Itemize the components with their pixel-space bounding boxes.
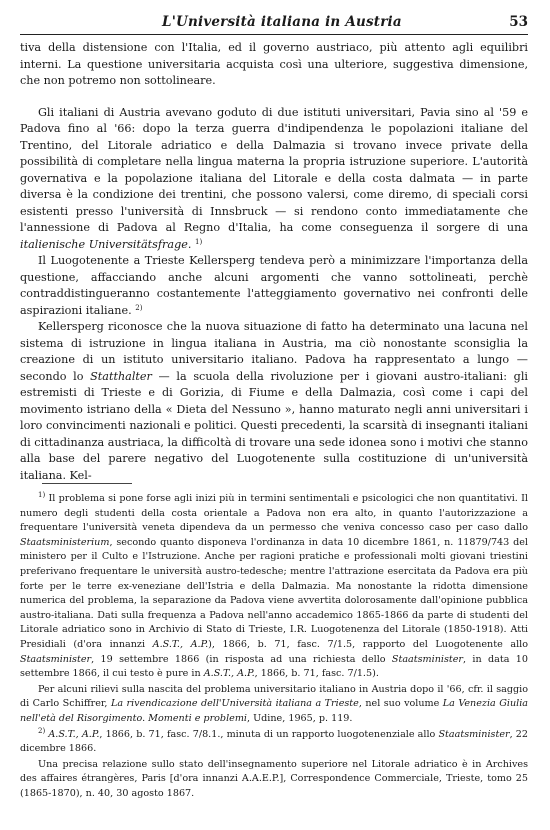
footnote-ref-2: 2): [135, 303, 143, 312]
footnote-1-continued: Per alcuni rilievi sulla nascita del problema universitario italiano in Austria dopo il '66, cfr. il saggio di Carlo Schiffrer, La rivendicazione dell'Università italiana a Trieste, nel suo volume La Venezia Giulia nell'età del Risorgimento. Momenti e problemi, Udine, 1965, p. 119.: [20, 683, 528, 724]
paragraph-2-italic: italienische Universitätsfrage.: [20, 237, 192, 251]
page-number: 53: [509, 14, 528, 30]
footnote-2-continued: Una precisa relazione sullo stato dell'insegnamento superiore nel Litorale adriatico è in Archives des affaires étrangères, Paris [d'ora innanzi A.A.E.P.], Correspondence Commerciale, Trieste, tomo 25 (1865-1870), n. 40, 30 agosto 1867.: [20, 758, 528, 799]
footnote-2-mark: 2): [38, 726, 46, 735]
paragraph-4-italic: Statthalter: [90, 369, 152, 383]
paragraph-gap: [20, 90, 528, 105]
footnote-ref-1: 1): [194, 237, 203, 246]
paragraph-3: Il Luogotenente a Trieste Kellersperg tendeva però a minimizzare l'importanza della questione, affacciando anche alcuni argomenti che vanno sottolineati, perchè contraddistingueranno costantemente l'atteggiamento governativo nei confronti delle aspirazioni italiane. $^{2)}$: [20, 254, 528, 317]
paragraph-1: tiva della distensione con l'Italia, ed il governo austriaco, più attento agli equilibri interni. La questione universitaria acquista così una ulteriore, suggestiva dimensione, che non potremo non sottolineare.: [20, 41, 528, 87]
footnote-1-mark: 1): [38, 491, 46, 499]
footnote-2: $^{2)}$ A.S.T., A.P., 1866, b. 71, fasc. 7/8.1., minuta di un rapporto luogotenenziale allo Staatsminister, 22 dicembre 1866.: [20, 726, 529, 755]
paragraph-4: Kellersperg riconosce che la nuova situazione di fatto ha determinato una lacuna nel sistema di istruzione in lingua italiana in Austria, ma ciò nonostante sconsiglia la creazione di un istituto universitario italiano. Padova ha rappresentato a lungo — secondo lo Statthalter — la scuola della rivoluzione per i giovani austro-italiani: gli estremisti di Trieste e di Gorizia, di Fiume e della Dalmazia, così come i capi del movimento istriano della « Dieta del Nessuno », hanno maturato negli anni universitari i loro convincimenti nazionali e politici. Questi precedenti, la scarsità di insegnanti italiani di cittadinanza austriaca, la difficoltà di trovare una sede idonea sono i motivi che stanno alla base del parere negativo del Luogotenente sulla costituzione di un'università italiana. Kel-: [20, 320, 528, 482]
running-title: L'Università italiana in Austria: [162, 14, 402, 30]
body-text: [20, 40, 528, 484]
footnote-rule: [42, 483, 132, 484]
footnote-1: $^{1)}$ Il problema si pone forse agli inizi più in termini sentimentali e psicologici che non quantitativi. Il numero degli studenti della costa orientale a Padova non era alto, in quanto l'autorizzazione a frequentare l'università veneta dipendeva da un permesso che veniva concesso caso per caso dallo Staatsministerium, secondo quanto disponeva l'ordinanza in data 10 dicembre 1861, n. 11879/743 del ministero per il Culto e l'Istruzione. Anche per ragioni pratiche e professionali molti giovani triestini preferivano frequentare le università austro-tedesche; mentre l'attrazione esercitata da Padova era più forte per le terre ex-veneziane dell'Istria e della Dalmazia. Ma nonostante la ridotta dimensione numerica del problema, la separazione da Padova viene avvertita dolorosamente dall'opinione pubblica austro-italiana. Dati sulla frequenza a Padova nell'anno accademico 1865-1866 da parte di studenti del Litorale adriatico sono in Archivio di Stato di Trieste, I.R. Luogotenenza del Litorale (1850-1918). Atti Presidiali (d'ora innanzi A.S.T., A.P.), 1866, b. 71, fasc. 7/1.5, rapporto del Luogotenente allo Staatsminister, 19 settembre 1866 (in risposta ad una richiesta dello Staatsminister, in data 10 settembre 1866, il cui testo è pure in A.S.T., A.P., 1866, b. 71, fasc. 7/1.5).: [20, 491, 529, 680]
paragraph-2: Gli italiani di Austria avevano goduto di due istituti universitari, Pavia sino al '59 e Padova fino al '66: dopo la terza guerra d'indipendenza le popolazioni italiane del Trentino, del Litorale adriatico e della Dalmazia si trovano invece private della possibilità di completare nella lingua materna la propria istruzione superiore. L'autorità governativa e la popolazione italiana del Litorale e della costa dalmata — in parte diversa è la condizione dei trentini, che possono valersi, come diremo, di speciali corsi esistenti presso l'università di Innsbruck — si rendono conto immediatamente che l'annessione di Padova al Regno d'Italia, ha come conseguenza il sorgere di una italienische Universitätsfrage. $^{1)}$: [20, 105, 528, 251]
footnotes: [20, 492, 528, 802]
page-header: [20, 14, 528, 32]
header-rule: [20, 34, 528, 35]
